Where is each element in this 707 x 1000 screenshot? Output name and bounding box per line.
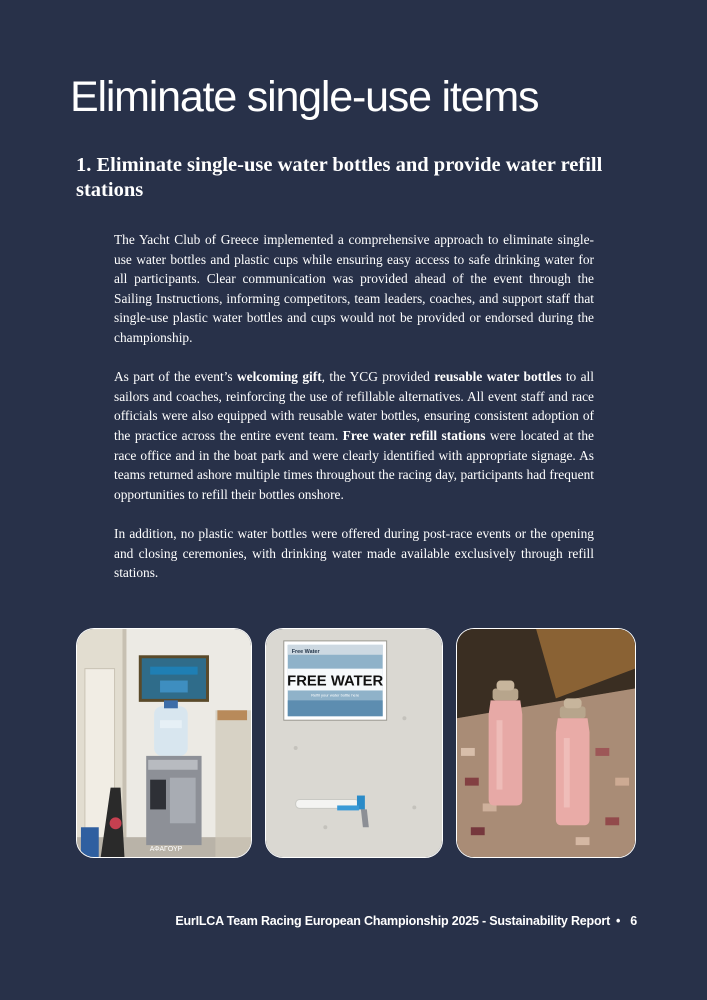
paragraph-3: In addition, no plastic water bottles were offered during post-race events or the opening and closing ceremonies, with drinking water made available exclusively through refill stations. xyxy=(114,525,594,581)
photo-watermark: ΑΦΑΓΟΥΡ xyxy=(149,846,183,854)
photo-reusable-bottles xyxy=(456,628,636,858)
paragraph-2: As part of the event’s welcoming gift, the YCG provided reusable water bottles to all sailors and coaches, reinforcing the use of refillable alternatives. All event staff and race officials were also equipped with reusable water bottles, ensuring consistent adoption of the practice across the entire event team. Free water refill stations were located at the race office and in the boat park and were clearly identified with appropriate signage. As teams returned ashore multiple times throughout the racing day, participants had frequent opportunities to refill their bottles onshore. xyxy=(114,369,594,502)
footer xyxy=(175,914,637,928)
body-text xyxy=(114,230,594,602)
page-number: 6 xyxy=(630,914,637,928)
footer-bullet: • xyxy=(616,914,621,928)
paragraph-1: The Yacht Club of Greece implemented a comprehensive approach to eliminate single-use water bottles and plastic cups while ensuring easy access to safe drinking water for all participants. Clear communication was provided ahead of the event through the Sailing Instructions, informing competitors, team leaders, coaches, and support staff that single-use plastic water bottles and cups would not be provided or endorsed during the championship. xyxy=(114,232,594,345)
sign-small-title: Free Water xyxy=(291,648,320,655)
section-heading: 1. Eliminate single-use water bottles and provide water refill stations xyxy=(76,154,603,201)
sign-free-water: FREE WATER xyxy=(287,673,384,690)
footer-text: EurILCA Team Racing European Championship 2025 - Sustainability Report xyxy=(175,914,611,928)
photo-free-water-sign xyxy=(265,628,443,858)
sign-subtitle: Refill your water bottle here xyxy=(311,692,360,698)
page-title: Eliminate single-use items xyxy=(70,73,539,121)
photo-water-dispenser xyxy=(76,628,252,858)
